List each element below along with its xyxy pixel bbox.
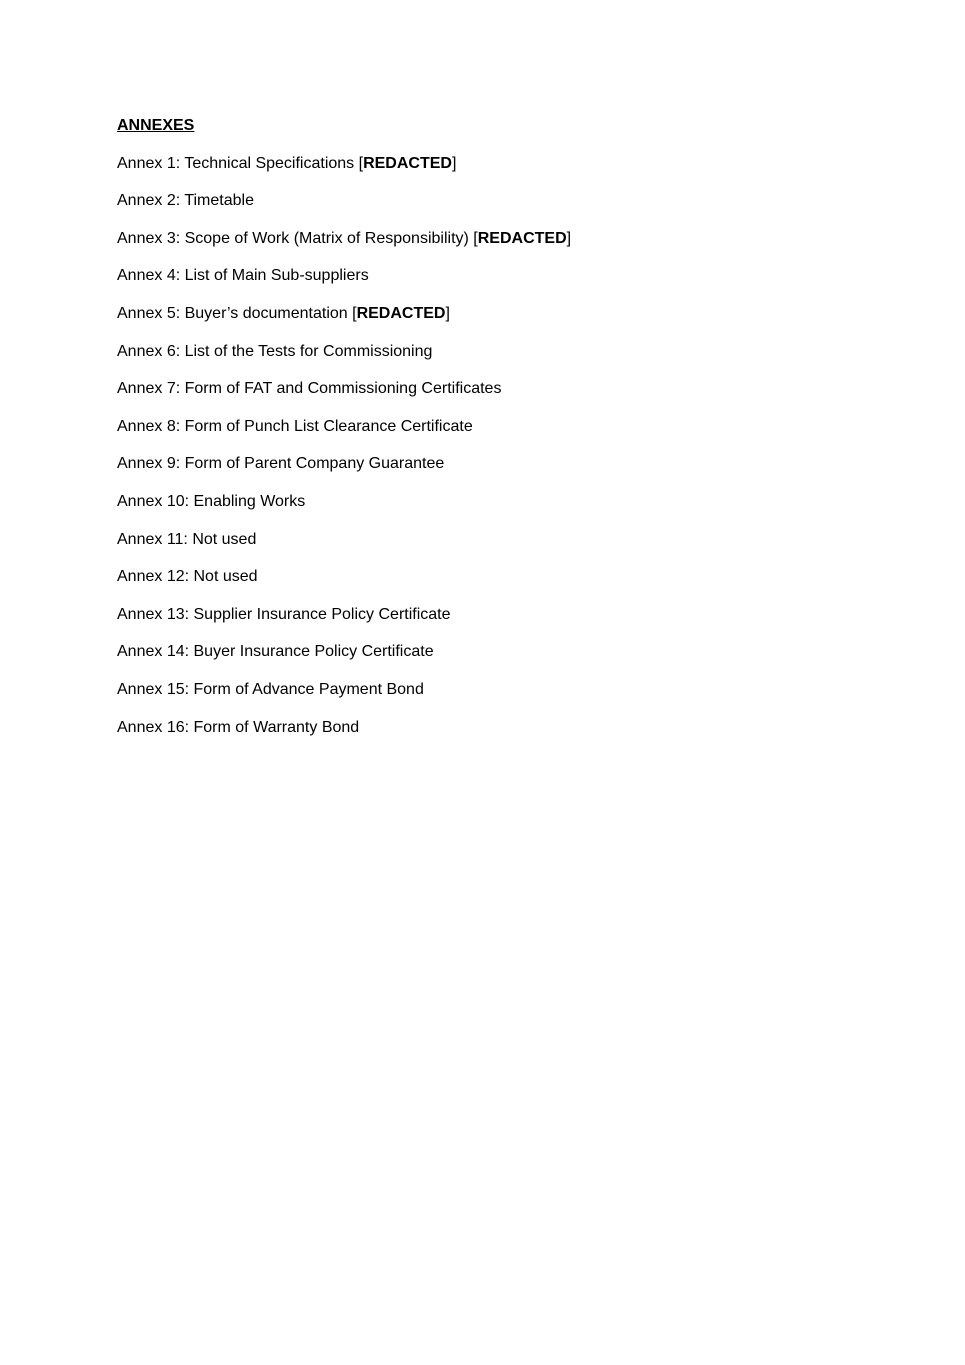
redacted-marker: REDACTED bbox=[477, 229, 567, 247]
annex-item bbox=[117, 229, 877, 249]
annex-item bbox=[117, 605, 877, 625]
annex-suffix: ] bbox=[566, 229, 572, 247]
annex-label: Annex 10: Enabling Works bbox=[117, 492, 306, 510]
annex-item bbox=[117, 567, 877, 587]
annex-item bbox=[117, 680, 877, 700]
annex-item bbox=[117, 642, 877, 662]
annex-label: Annex 6: List of the Tests for Commissioning bbox=[117, 342, 433, 360]
annex-item bbox=[117, 154, 877, 174]
document-content bbox=[117, 116, 877, 755]
annex-list bbox=[117, 154, 877, 738]
annex-item bbox=[117, 454, 877, 474]
annex-label: Annex 7: Form of FAT and Commissioning Certificates bbox=[117, 380, 502, 398]
annex-item bbox=[117, 417, 877, 437]
annex-item bbox=[117, 492, 877, 512]
annex-item bbox=[117, 718, 877, 738]
redacted-marker: REDACTED bbox=[363, 154, 452, 172]
annex-label: Annex 1: Technical Specifications [ bbox=[117, 154, 364, 172]
annex-item bbox=[117, 304, 877, 324]
annex-item bbox=[117, 266, 877, 286]
annex-label: Annex 16: Form of Warranty Bond bbox=[117, 718, 360, 736]
annex-item bbox=[117, 379, 877, 399]
annex-label: Annex 12: Not used bbox=[117, 568, 258, 586]
annex-label: Annex 15: Form of Advance Payment Bond bbox=[117, 680, 424, 698]
annex-suffix: ] bbox=[445, 304, 450, 322]
redacted-marker: REDACTED bbox=[356, 304, 446, 322]
annex-item bbox=[117, 191, 877, 211]
annex-item bbox=[117, 530, 877, 550]
annex-item bbox=[117, 342, 877, 362]
annex-label: Annex 4: List of Main Sub-suppliers bbox=[117, 267, 369, 285]
annex-label: Annex 5: Buyer’s documentation [ bbox=[117, 304, 357, 322]
annex-label: Annex 13: Supplier Insurance Policy Certificate bbox=[117, 605, 451, 623]
annex-suffix: ] bbox=[451, 154, 457, 172]
annex-label: Annex 11: Not used bbox=[117, 530, 257, 548]
annex-label: Annex 2: Timetable bbox=[117, 192, 254, 210]
annex-label: Annex 9: Form of Parent Company Guarantee bbox=[117, 455, 445, 473]
annex-label: Annex 8: Form of Punch List Clearance Certificate bbox=[117, 417, 473, 435]
annexes-heading: ANNEXES bbox=[117, 117, 195, 134]
annex-label: Annex 14: Buyer Insurance Policy Certificate bbox=[117, 643, 434, 661]
annex-label: Annex 3: Scope of Work (Matrix of Responsibility) [ bbox=[117, 229, 478, 247]
